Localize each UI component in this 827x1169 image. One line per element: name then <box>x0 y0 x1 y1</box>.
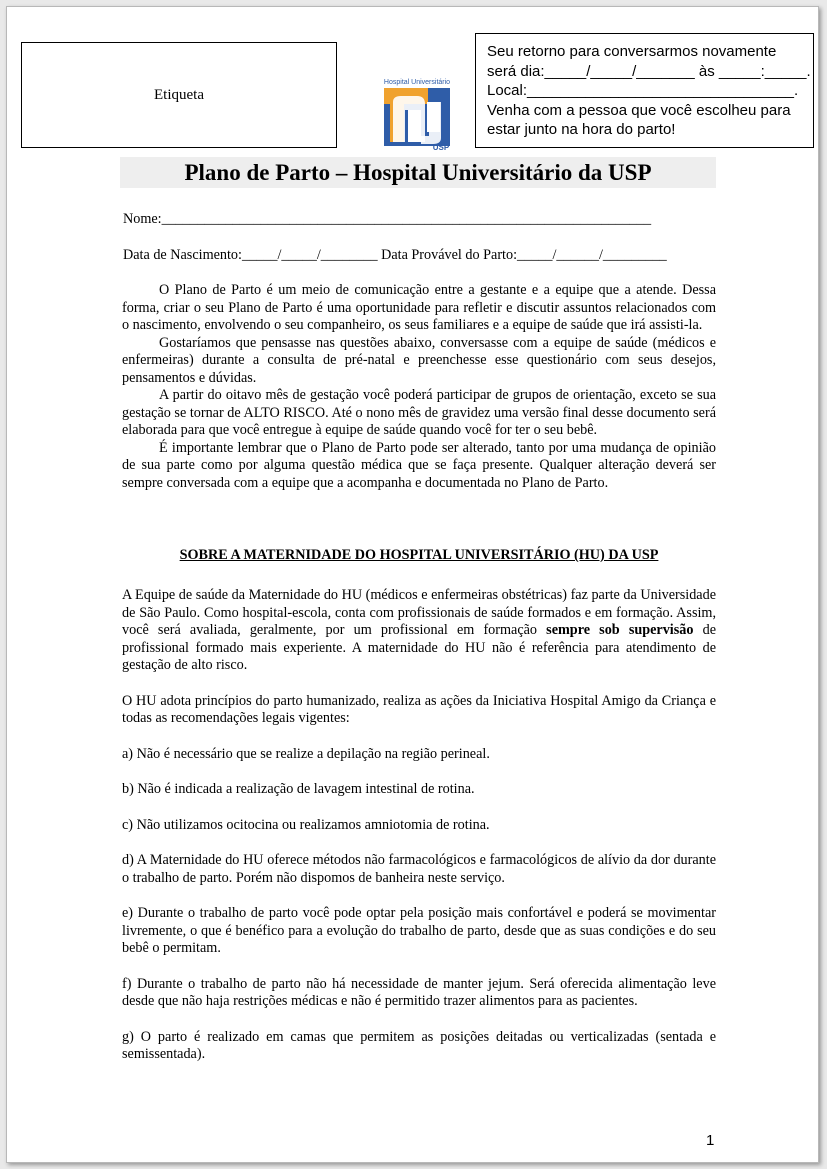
list-item: b) Não é indicada a realização de lavagem intestinal de rotina. <box>122 781 475 797</box>
return-note-line: será dia:_____/_____/_______ às _____:_____. <box>487 62 811 80</box>
logo-sub-text: USP <box>432 143 450 151</box>
document-page <box>6 6 819 1163</box>
document-title-text: Plano de Parto – Hospital Universitário da USP <box>184 159 652 185</box>
intro-paragraph: A partir do oitavo mês de gestação você poderá participar de grupos de orientação, exceto se sua gestação se tornar de ALTO RISCO. Até o nono mês de gravidez uma versão final desse documento será elaborada para que você entregue à equipe de saúde quando você for ter o seu bebê. <box>122 387 716 438</box>
intro-paragraph: O Plano de Parto é um meio de comunicação entre a gestante e a equipe que a atende. Dessa forma, criar o seu Plano de Parto é uma oportunidade para refletir e discutir assuntos relacionados com o nascimento, envolvendo o seu companheiro, os seus familiares e a equipe de saúde que irá assisti-la. <box>122 282 716 333</box>
intro-text <box>122 282 716 492</box>
list-item: c) Não utilizamos ocitocina ou realizamos amniotomia de rotina. <box>122 816 490 833</box>
return-note-line: estar junto na hora do parto! <box>487 121 676 138</box>
return-note-line: Venha com a pessoa que você escolheu para <box>487 101 791 119</box>
label-box <box>21 42 337 148</box>
return-note-line: Local:________________________________. <box>487 82 799 99</box>
p1-text-b: de profissional formado mais experiente. A maternidade do HU não é referência para atendimento de gestação de alto risco. <box>122 622 716 673</box>
list-item: d) A Maternidade do HU oferece métodos não farmacológicos e farmacológicos de alívio da dor durante o trabalho de parto. Porém não dispomos de banheira neste serviço. <box>122 852 716 886</box>
name-field: Nome:_____________________________________________________________________ <box>123 211 652 227</box>
list-item: a) Não é necessário que se realize a depilação na região perineal. <box>122 745 490 762</box>
section-body <box>122 587 716 1082</box>
section-paragraph-2: O HU adota princípios do parto humanizado, realiza as ações da Iniciativa Hospital Amigo da Criança e todas as recomendações legais vigentes: <box>122 692 716 726</box>
document-title <box>120 157 716 188</box>
page-number: 1 <box>706 1132 715 1149</box>
list-item: f) Durante o trabalho de parto não há necessidade de manter jejum. Será oferecida alimentação leve desde que não haja restrições médicas e não é permitido trazer alimentos para as pacientes. <box>122 975 716 1009</box>
section-heading: SOBRE A MATERNIDADE DO HOSPITAL UNIVERSITÁRIO (HU) DA USP <box>179 547 659 563</box>
p1-bold-text: sempre sob supervisão <box>546 622 694 638</box>
list-item: e) Durante o trabalho de parto você pode optar pela posição mais confortável e poderá se movimentar livremente, o que é benéfico para a evolução do trabalho de parto, desde que as suas condições e do seu bebê o permitam. <box>122 905 716 956</box>
p1-text-a: A Equipe de saúde da Maternidade do HU (médicos e enfermeiras obstétricas) faz parte da Universidade de São Paulo. Como hospital-escola, conta com profissionais de saúde formados e em formação. Assim, você será avaliada, geralmente, por um profissional em formação <box>122 587 716 638</box>
dates-field: Data de Nascimento:_____/_____/________ Data Provável do Parto:_____/______/_________ <box>123 247 667 263</box>
intro-paragraph: É importante lembrar que o Plano de Parto pode ser alterado, tanto por uma mudança de opinião de sua parte como por alguma questão médica que se faça presente. Qualquer alteração deverá ser sempre conversada com a equipe que a acompanha e documentada no Plano de Parto. <box>122 439 716 491</box>
intro-paragraph: Gostaríamos que pensasse nas questões abaixo, conversasse com a equipe de saúde (médicos e enfermeiras) durante a consulta de pré-natal e preenchesse esse questionário com seus desejos, pensamentos e dúvidas. <box>122 334 716 386</box>
label-box-text: Etiqueta <box>154 86 204 103</box>
list-item: g) O parto é realizado em camas que permitem as posições deitadas ou verticalizadas (sentada e semissentada). <box>122 1028 716 1062</box>
section-paragraph-1 <box>122 587 716 675</box>
return-note-line: Seu retorno para conversarmos novamente <box>487 43 777 60</box>
hu-usp-logo-icon <box>381 76 453 151</box>
logo-top-text: Hospital Universitário <box>383 79 451 86</box>
hospital-logo <box>381 76 453 151</box>
return-note-box <box>475 33 814 148</box>
